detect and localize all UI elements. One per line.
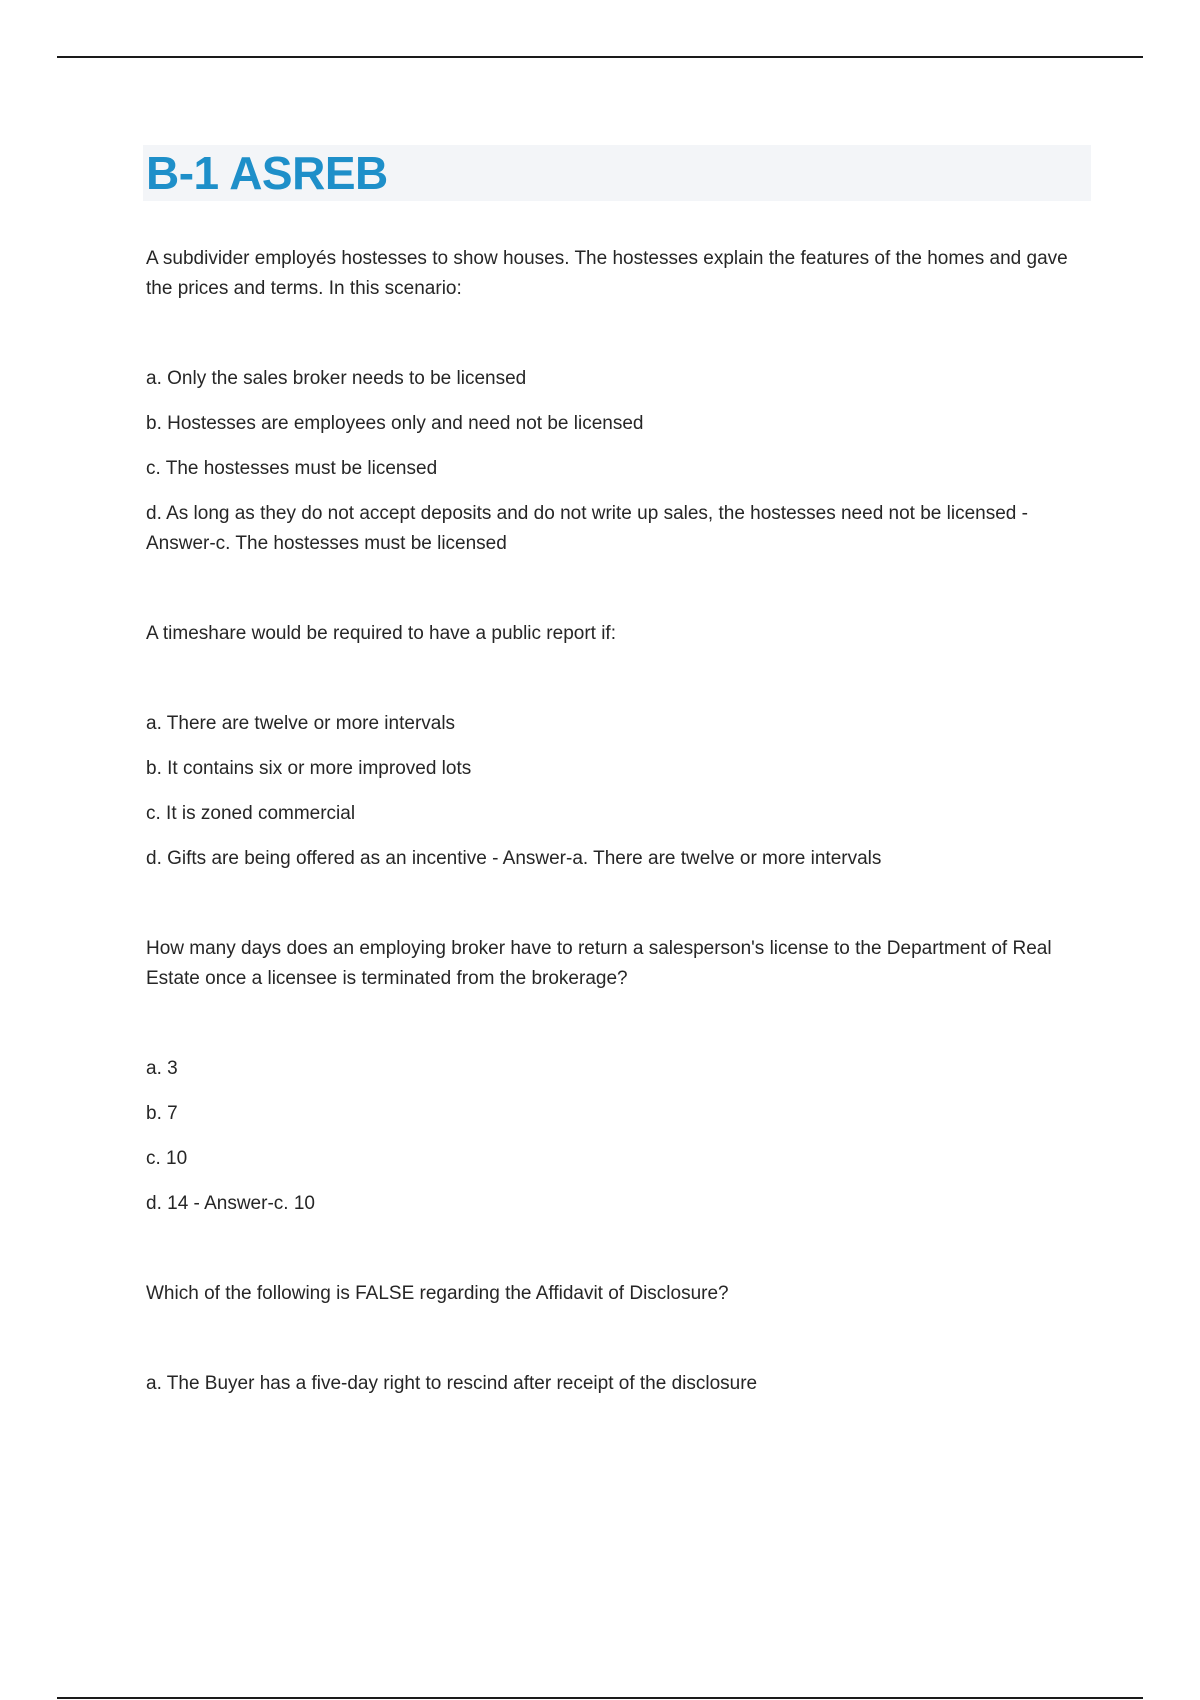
answer-option: a. The Buyer has a five-day right to rescind after receipt of the disclosure xyxy=(146,1373,758,1394)
question-prompt: A subdivider employés hostesses to show houses. The hostesses explain the features of the homes and gave the prices and terms. In this scenario: xyxy=(146,248,1068,299)
question-prompt: A timeshare would be required to have a public report if: xyxy=(146,623,616,644)
answer-option: d. 14 - Answer-c. 10 xyxy=(146,1193,315,1214)
answer-option: d. As long as they do not accept deposits and do not write up sales, the hostesses need not be licensed - Answer-c. The hostesses must be licensed xyxy=(146,503,1028,554)
answer-option: c. It is zoned commercial xyxy=(146,803,356,824)
question-block xyxy=(146,244,1096,559)
answer-option: a. 3 xyxy=(146,1058,178,1079)
answer-option: a. There are twelve or more intervals xyxy=(146,713,456,734)
question-block xyxy=(146,934,1096,1219)
bottom-rule xyxy=(57,1697,1143,1699)
question-prompt: How many days does an employing broker have to return a salesperson's license to the Department of Real Estate once a licensee is terminated from the brokerage? xyxy=(146,938,1052,989)
document-title: B-1 ASREB xyxy=(146,147,388,199)
answer-option: a. Only the sales broker needs to be licensed xyxy=(146,368,527,389)
answer-option: c. The hostesses must be licensed xyxy=(146,458,438,479)
question-block xyxy=(146,619,1096,874)
answer-option: b. 7 xyxy=(146,1103,178,1124)
question-block xyxy=(146,1279,1096,1399)
answer-option: d. Gifts are being offered as an incentive - Answer-a. There are twelve or more intervals xyxy=(146,848,882,869)
answer-option: c. 10 xyxy=(146,1148,188,1169)
answer-option: b. It contains six or more improved lots xyxy=(146,758,472,779)
document-body xyxy=(146,244,1096,1414)
answer-option: b. Hostesses are employees only and need not be licensed xyxy=(146,413,644,434)
top-rule xyxy=(57,56,1143,58)
question-prompt: Which of the following is FALSE regarding the Affidavit of Disclosure? xyxy=(146,1283,729,1304)
